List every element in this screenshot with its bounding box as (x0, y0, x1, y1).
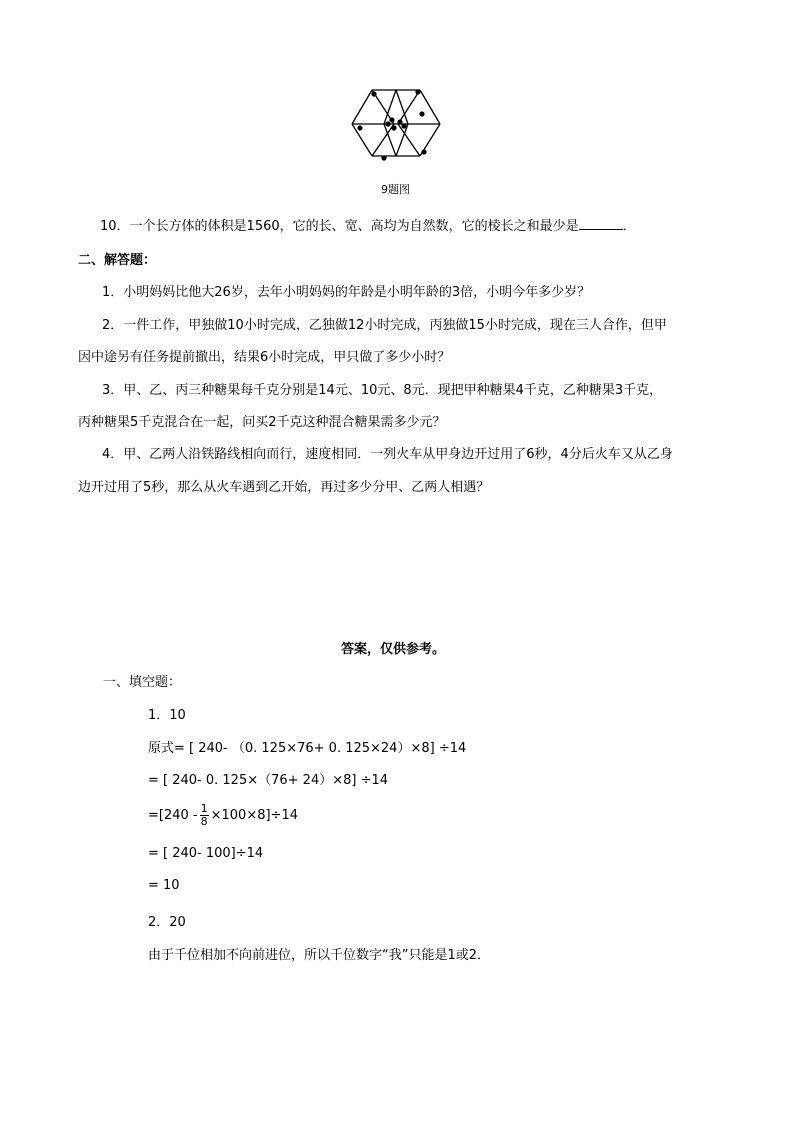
question-10-end: ． (622, 219, 636, 234)
question-10-text: 10．一个长方体的体积是1560，它的长、宽、高均为自然数，它的棱长之和最少是 (100, 219, 579, 234)
figure-dot (397, 119, 402, 124)
answer-2: 2．20 (148, 915, 186, 930)
problem-4-line2: 边开过用了5秒，那么从火车遇到乙开始，再过多少分甲、乙两人相遇？ (78, 480, 490, 495)
answer-blank (579, 217, 623, 230)
fraction-denominator: 8 (200, 814, 208, 828)
figure-dot (371, 91, 376, 96)
figure-dot (389, 117, 394, 122)
figure-dot (401, 123, 406, 128)
answer-1-step-3 (148, 797, 298, 833)
hexagon-figure (348, 82, 444, 162)
answer-1-step-2: = [ 240- 0. 125×（76+ 24）×8] ÷14 (148, 773, 389, 788)
fraction-numerator: 1 (200, 801, 208, 815)
problem-4-line1: 4．甲、乙两人沿铁路线相向而行，速度相同．一列火车从甲身边开过用了6秒，4分后火车又从乙身 (102, 447, 673, 462)
figure-dot (385, 121, 390, 126)
answer-1-step-3-post: ×100×8]÷14 (210, 807, 298, 823)
problem-3-line2: 丙种糖果5千克混合在一起，问买2千克这种混合糖果需多少元？ (78, 415, 446, 430)
answers-section-1: 一、填空题： (103, 675, 182, 690)
figure-dot (421, 149, 426, 154)
answer-1-step-5: = 10 (148, 878, 180, 893)
problem-1: 1．小明妈妈比他大26岁，去年小明妈妈的年龄是小明年龄的3倍，小明今年多少岁？ (102, 285, 591, 300)
fraction-one-eighth (200, 803, 209, 828)
answer-1-step-3-pre: =[240 - (148, 807, 198, 823)
figure-dot (357, 125, 362, 130)
problem-3-line1: 3．甲、乙、丙三种糖果每千克分别是14元、10元、8元．现把甲种糖果4千克，乙种糖果3千克， (102, 383, 663, 398)
figure-dot (415, 89, 420, 94)
figure-dot (419, 111, 424, 116)
answer-1: 1．10 (148, 708, 186, 723)
problem-2-line2: 因中途另有任务提前撤出，结果6小时完成，甲只做了多少小时？ (78, 350, 451, 365)
answers-title: 答案，仅供参考。 (341, 642, 446, 657)
figure-dot (391, 125, 396, 130)
answer-1-step-1: 原式= [ 240- （0. 125×76+ 0. 125×24）×8] ÷14 (148, 741, 467, 756)
figure-dot (381, 155, 386, 160)
problem-2-line1: 2．一件工作，甲独做10小时完成，乙独做12小时完成，丙独做15小时完成，现在三人合作，但甲 (102, 318, 667, 333)
answer-2-text: 由于千位相加不向前进位，所以千位数字“我”只能是1或2． (148, 948, 491, 963)
answer-1-step-4: = [ 240- 100]÷14 (148, 846, 264, 861)
figure-caption: 9题图 (381, 183, 410, 196)
section-2-heading: 二、解答题： (78, 253, 157, 268)
question-10 (100, 215, 636, 234)
